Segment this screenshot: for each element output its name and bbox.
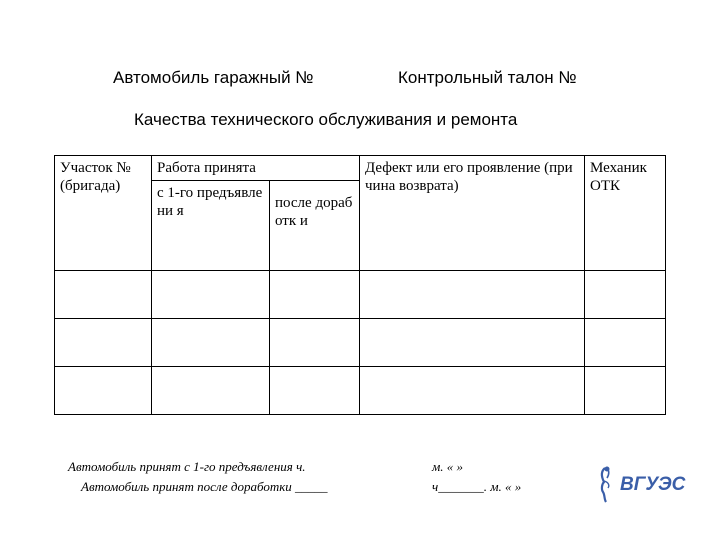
table-row xyxy=(55,271,666,319)
header-inspector-cell xyxy=(585,156,666,271)
form-subtitle: Качества технического обслуживания и ремонта xyxy=(134,110,518,129)
header-first-presentation-text: с 1-го предъявлени я xyxy=(157,185,263,219)
table-cell[interactable] xyxy=(360,271,585,319)
table-cell[interactable] xyxy=(152,319,270,367)
footer-accepted-rework-line: Автомобиль принят после доработки _____ xyxy=(81,479,328,494)
table-cell[interactable] xyxy=(152,367,270,415)
table-cell[interactable] xyxy=(585,271,666,319)
control-ticket-number-label: Контрольный талон № xyxy=(398,68,577,87)
header-defect-text: Дефект или его проявление (причина возврата) xyxy=(365,160,573,194)
control-ticket-table xyxy=(54,155,666,415)
header-after-rework-text: после доработк и xyxy=(275,195,353,229)
table-cell[interactable] xyxy=(270,319,360,367)
university-logo xyxy=(592,462,687,506)
header-section-text: Участок № (бригада) xyxy=(60,160,131,194)
table-cell[interactable] xyxy=(270,271,360,319)
table-row xyxy=(55,319,666,367)
header-defect-cell xyxy=(360,156,585,271)
table-cell[interactable] xyxy=(152,271,270,319)
footer-time-rework: ч_______. м. « » xyxy=(432,479,522,494)
header-first-presentation-cell xyxy=(152,181,270,271)
table-cell[interactable] xyxy=(585,319,666,367)
table-cell[interactable] xyxy=(55,367,152,415)
table-header-row xyxy=(55,156,666,181)
footer-time-first: м. « » xyxy=(432,459,464,474)
car-garage-number-label: Автомобиль гаражный № xyxy=(113,68,314,87)
table-cell[interactable] xyxy=(360,367,585,415)
header-inspector-text: Механик ОТК xyxy=(590,160,647,194)
table-cell[interactable] xyxy=(270,367,360,415)
svg-text:ВГУЭС: ВГУЭС xyxy=(620,474,686,495)
header-section-cell xyxy=(55,156,152,271)
table-row xyxy=(55,367,666,415)
footer-accepted-first-line: Автомобиль принят с 1-го предъявления ч. xyxy=(68,459,306,474)
header-after-rework-cell xyxy=(270,181,360,271)
table-cell[interactable] xyxy=(585,367,666,415)
header-work-accepted-text: Работа принята xyxy=(157,160,256,176)
header-work-accepted-cell xyxy=(152,156,360,181)
table-cell[interactable] xyxy=(360,319,585,367)
table-cell[interactable] xyxy=(55,271,152,319)
table-cell[interactable] xyxy=(55,319,152,367)
